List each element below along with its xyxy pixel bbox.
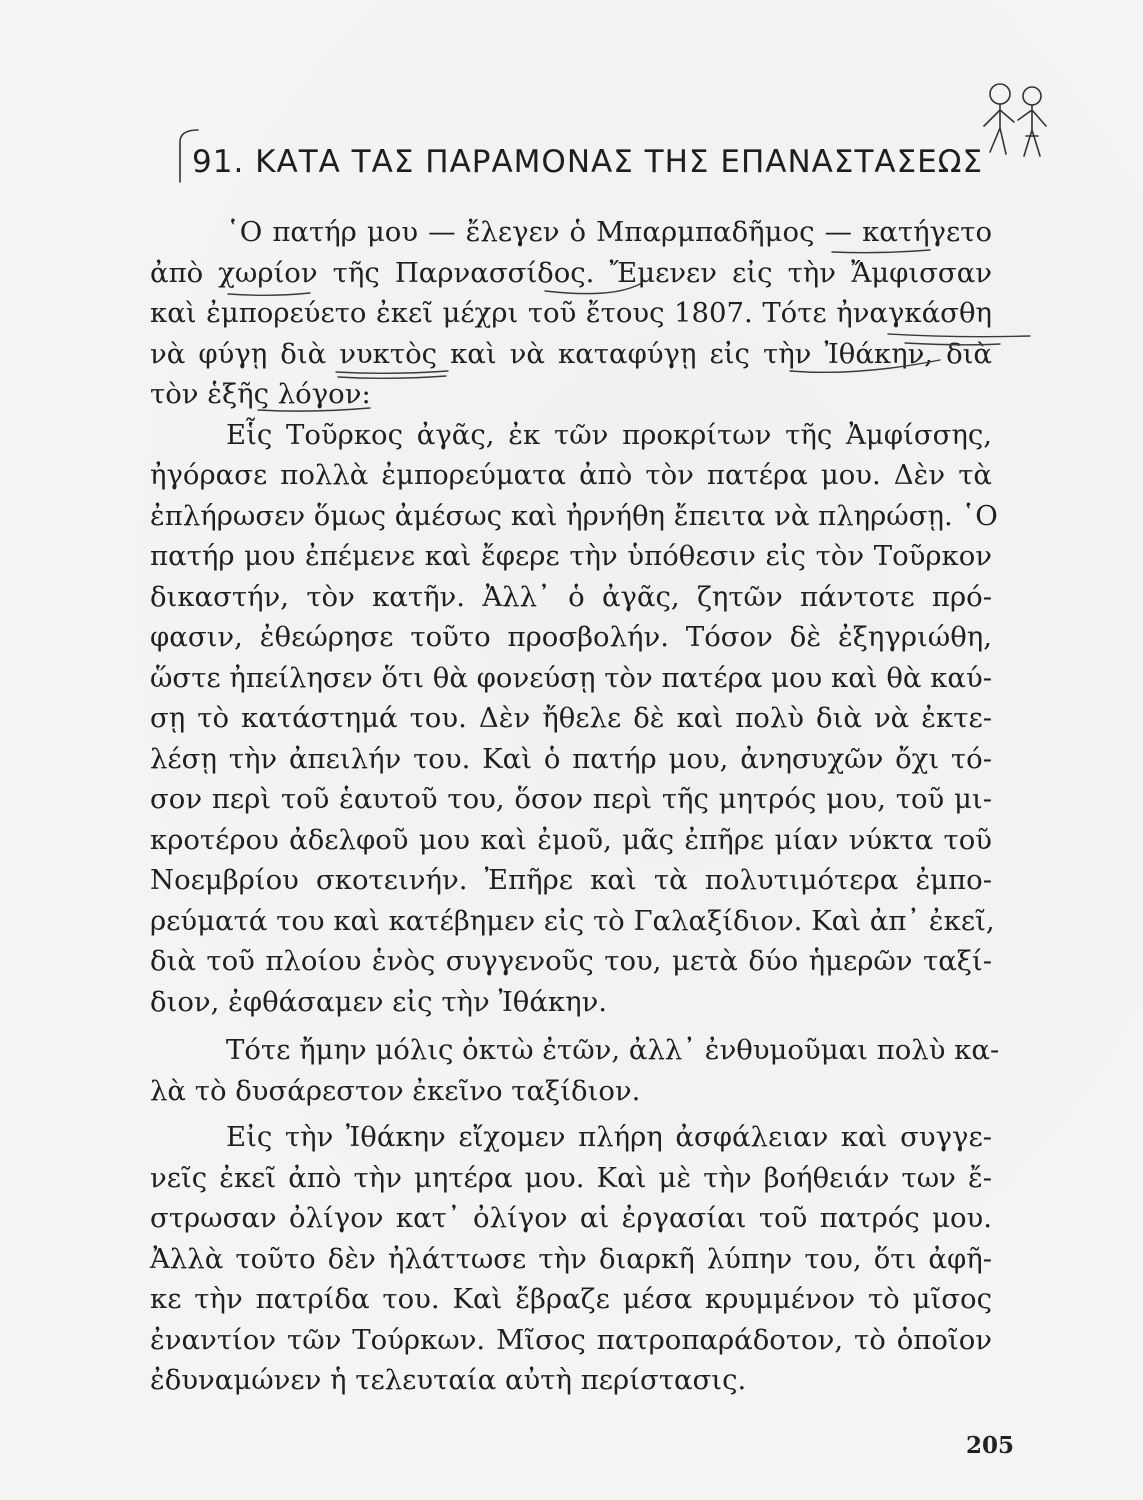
body-text xyxy=(150,212,1000,1401)
text-line: Νοεμβρίου σκοτεινήν. Ἐπῆρε καὶ τὰ πολυτιμότερα ἐμπο- xyxy=(150,864,992,896)
text-line: ἀπὸ χωρίον τῆς Παρνασσίδος. Ἔμενεν εἰς τὴν Ἄμφισσαν xyxy=(150,256,992,289)
text-line: κε τὴν πατρίδα του. Καὶ ἔβραζε μέσα κρυμμένον τὸ μῖσος xyxy=(150,1283,992,1315)
text-line: ἐναντίον τῶν Τούρκων. Μῖσος πατροπαράδοτον, τὸ ὁποῖον xyxy=(150,1323,992,1356)
text-line: νεῖς ἐκεῖ ἀπὸ τὴν μητέρα μου. Καὶ μὲ τὴν βοήθειάν των ἔ- xyxy=(150,1161,992,1194)
text-line: σον περὶ τοῦ ἑαυτοῦ του, ὅσον περὶ τῆς μητρός μου, τοῦ μι- xyxy=(150,783,992,815)
text-line: κροτέρου ἀδελφοῦ μου καὶ ἐμοῦ, μᾶς ἐπῆρε μίαν νύκτα τοῦ xyxy=(150,823,992,856)
text-line: σῃ τὸ κατάστημά του. Δὲν ἤθελε δὲ καὶ πολὺ διὰ νὰ ἐκτε- xyxy=(150,702,992,734)
text-line: πατήρ μου ἐπέμενε καὶ ἔφερε τὴν ὑπόθεσιν εἰς τὸν Τοῦρκον xyxy=(150,540,992,572)
chapter-title: 91. ΚΑΤΑ ΤΑΣ ΠΑΡΑΜΟΝΑΣ ΤΗΣ ΕΠΑΝΑΣΤΑΣΕΩΣ xyxy=(192,144,984,180)
text-line: λὰ τὸ δυσάρεστον ἐκεῖνο ταξίδιον. xyxy=(150,1074,641,1107)
text-line: ἠγόρασε πολλὰ ἐμπορεύματα ἀπὸ τὸν πατέρα μου. Δὲν τὰ xyxy=(150,459,992,491)
text-line: στρωσαν ὀλίγον κατ᾽ ὀλίγον αἱ ἐργασίαι τοῦ πατρός μου. xyxy=(150,1202,992,1234)
text-line: καὶ ἐμπορεύετο ἐκεῖ μέχρι τοῦ ἔτους 1807. Τότε ἠναγκάσθη xyxy=(150,297,992,329)
page-number: 205 xyxy=(966,1432,1015,1459)
text-line: ὥστε ἠπείλησεν ὅτι θὰ φονεύσῃ τὸν πατέρα μου καὶ θὰ καύ- xyxy=(150,661,992,694)
stick-figures-doodle xyxy=(970,76,1060,166)
text-line: Ἀλλὰ τοῦτο δὲν ἠλάττωσε τὴν διαρκῆ λύπην του, ὅτι ἀφῆ- xyxy=(150,1242,992,1275)
text-line: ρεύματά του καὶ κατέβημεν εἰς τὸ Γαλαξίδιον. Καὶ ἀπ᾽ ἐκεῖ, xyxy=(150,904,995,937)
text-line: Εἷς Τοῦρκος ἀγᾶς, ἐκ τῶν προκρίτων τῆς Ἀμφίσσης, xyxy=(226,418,992,451)
text-line: τὸν ἑξῆς λόγον: xyxy=(150,378,371,410)
text-line: δικαστήν, τὸν κατῆν. Ἀλλ᾽ ὁ ἀγᾶς, ζητῶν πάντοτε πρό- xyxy=(150,580,992,613)
text-line: λέσῃ τὴν ἀπειλήν του. Καὶ ὁ πατήρ μου, ἀνησυχῶν ὄχι τό- xyxy=(150,742,992,775)
text-line: διον, ἐφθάσαμεν εἰς τὴν Ἰθάκην. xyxy=(150,985,608,1018)
text-line: Εἰς τὴν Ἰθάκην εἴχομεν πλήρη ἀσφάλειαν καὶ συγγε- xyxy=(226,1121,992,1153)
text-line: ῾Ο πατήρ μου — ἔλεγεν ὁ Μπαρμπαδῆμος — κατήγετο xyxy=(226,216,992,248)
text-line: ἐπλήρωσεν ὅμως ἀμέσως καὶ ἠρνήθη ἔπειτα νὰ πληρώσῃ. ῾Ο xyxy=(150,499,998,532)
text-line: νὰ φύγῃ διὰ νυκτὸς καὶ νὰ καταφύγῃ εἰς τὴν Ἰθάκην, διὰ xyxy=(150,337,992,370)
text-line: Τότε ἤμην μόλις ὀκτὼ ἐτῶν, ἀλλ᾽ ἐνθυμοῦμαι πολὺ κα- xyxy=(226,1034,1000,1066)
text-line: ἐδυναμώνεν ἡ τελευταία αὐτὴ περίστασις. xyxy=(150,1364,747,1396)
text-line: διὰ τοῦ πλοίου ἑνὸς συγγενοῦς του, μετὰ δύο ἡμερῶν ταξί- xyxy=(150,945,992,977)
text-line: φασιν, ἐθεώρησε τοῦτο προσβολήν. Τόσον δὲ ἐξηγριώθη, xyxy=(150,621,992,653)
